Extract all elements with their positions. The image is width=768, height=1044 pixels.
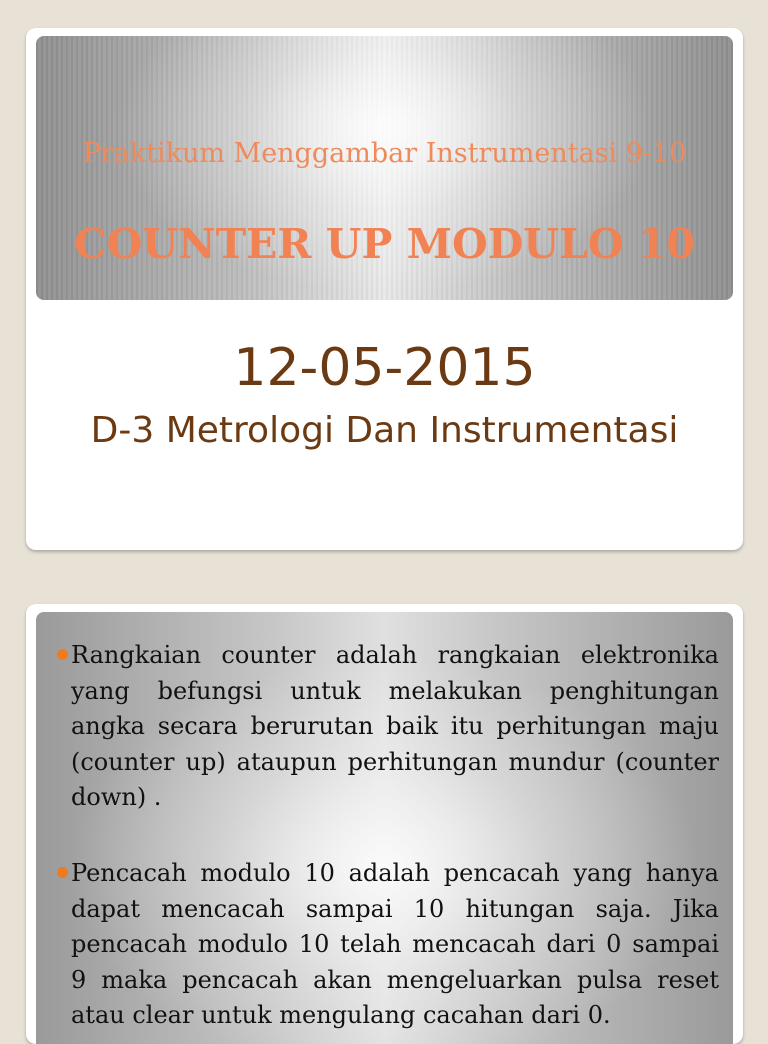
- bullet-item: [71, 638, 719, 816]
- content-band: [36, 612, 733, 1044]
- bullet-dot-icon: [57, 649, 68, 660]
- bullet-dot-icon: [57, 867, 68, 878]
- program-name: D-3 Metrologi Dan Instrumentasi: [90, 410, 679, 451]
- slide-subtitle: Praktikum Menggambar Instrumentasi 9-10: [82, 138, 687, 169]
- title-band: [36, 36, 733, 300]
- title-slide: [26, 28, 743, 550]
- bullet-text: Rangkaian counter adalah rangkaian elektronika yang befungsi untuk melakukan penghitungan angka secara berurutan baik itu perhitungan maju (counter up) ataupun perhitungan mundur (counter down) .: [71, 641, 719, 811]
- bullet-item: [71, 856, 719, 1034]
- bullet-text: Pencacah modulo 10 adalah pencacah yang hanya dapat mencacah sampai 10 hitungan saja. Jika pencacah modulo 10 telah mencacah dari 0 sampai 9 maka pencacah akan mengeluarkan pulsa reset atau clear untuk mengulang cacahan dari 0.: [71, 859, 719, 1029]
- content-slide: [26, 604, 743, 1044]
- presentation-date: 12-05-2015: [233, 338, 536, 398]
- slide-title: COUNTER UP MODULO 10: [74, 220, 695, 268]
